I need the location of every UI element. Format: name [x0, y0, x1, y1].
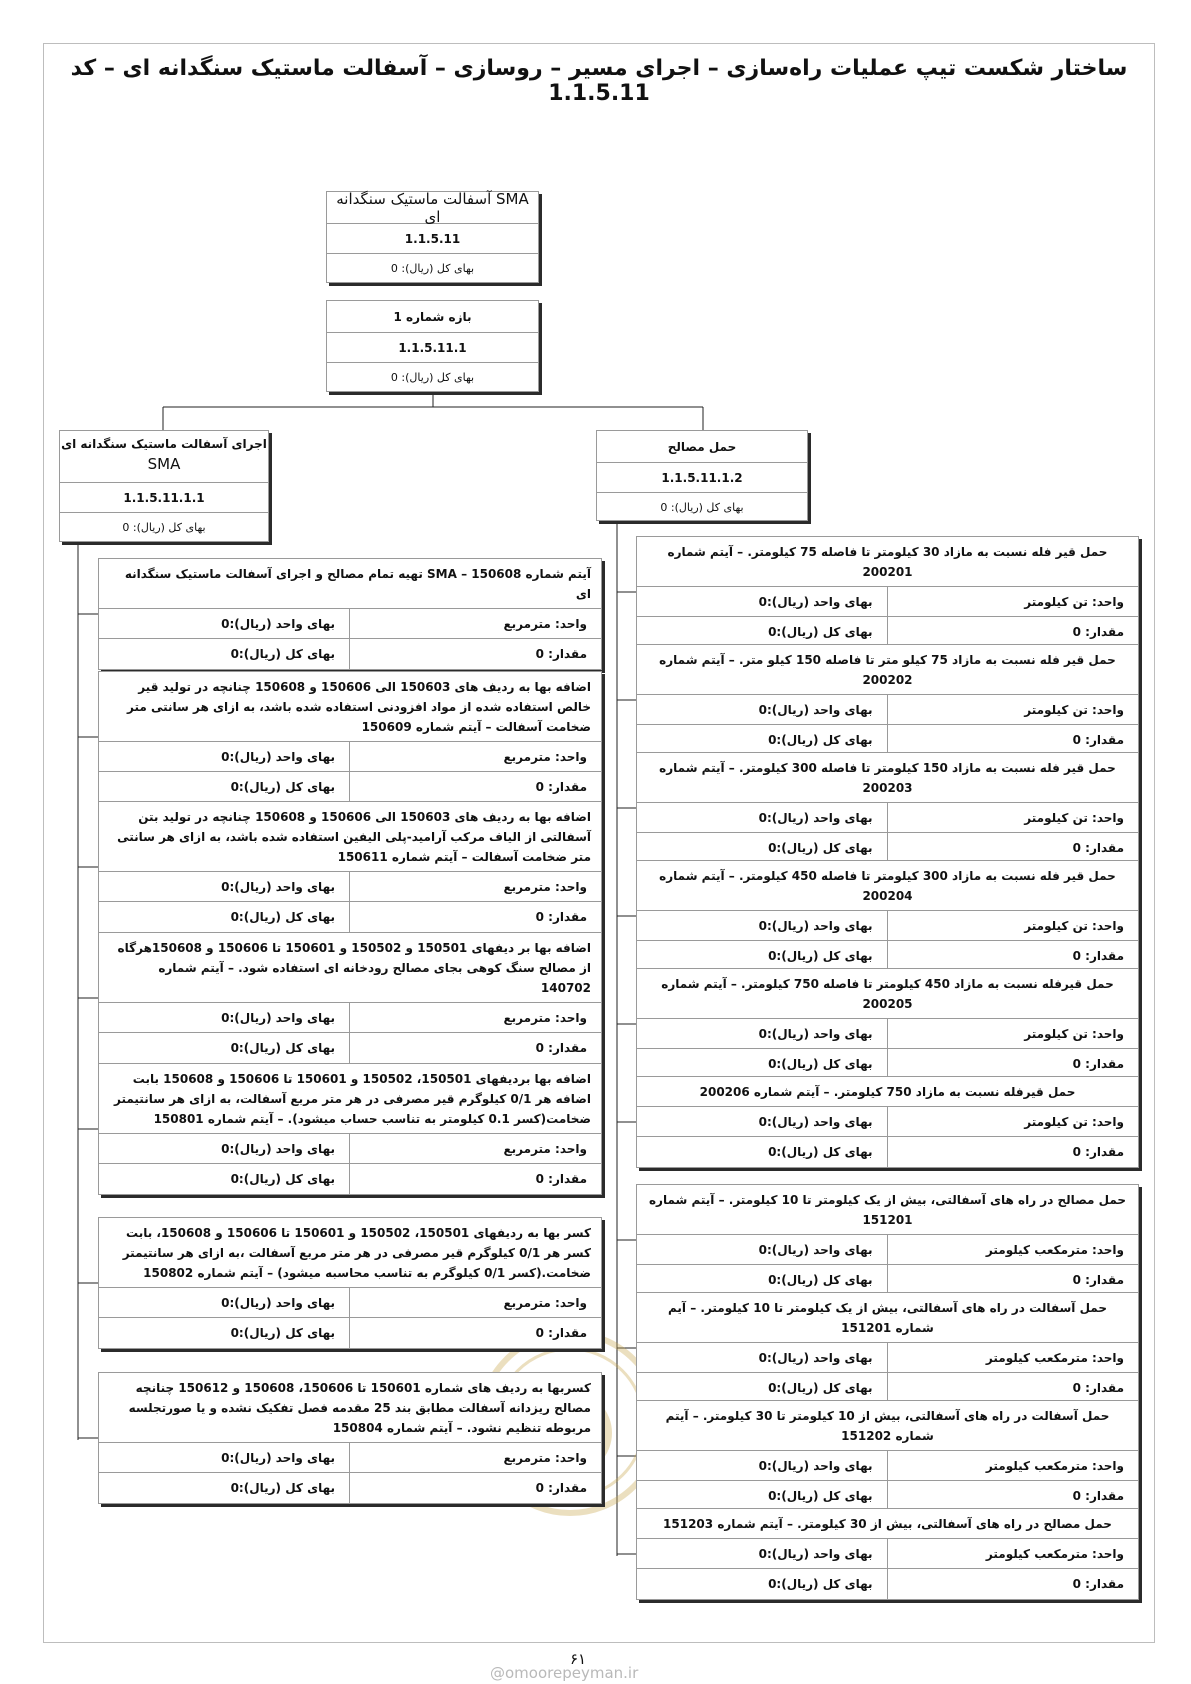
item-description: حمل قیرفله نسبت به مازاد 450 کیلومتر تا فاصله 750 کیلومتر. – آیتم شماره 200205: [637, 969, 1138, 1019]
item-description: آیتم شماره 150608 – SMA تهیه تمام مصالح و اجرای آسفالت ماستیک سنگدانه ای: [99, 559, 601, 609]
item-total-price: بهای کل (ریال):0: [637, 1137, 888, 1167]
item-description: حمل مصالح در راه های آسفالتی، بیش از یک کیلومتر تا 10 کیلومتر. – آیتم شماره 151201: [637, 1185, 1138, 1235]
item-unit: واحد: تن کیلومتر: [888, 587, 1139, 617]
item-quantity: مقدار: 0: [1072, 1577, 1124, 1591]
right-item-5[interactable]: [636, 968, 1139, 1080]
right-group-price: بهای کل (ریال): 0: [660, 500, 744, 514]
item-quantity: مقدار: 0: [1072, 1057, 1124, 1071]
root-node[interactable]: [326, 191, 539, 283]
item-description: حمل مصالح در راه های آسفالتی، بیش از 30 کیلومتر. – آیتم شماره 151203: [637, 1509, 1138, 1539]
left-group-name: اجرای آسفالت ماستیک سنگدانه ای: [61, 437, 267, 451]
item-unit-price: بهای واحد (ریال):0: [637, 1539, 888, 1569]
item-quantity: مقدار: 0: [1072, 733, 1124, 747]
item-unit-price: بهای واحد (ریال):0: [637, 1451, 888, 1481]
item-description: کسر بها به ردیفهای 150501، 150502 و 150601 تا 150606 و 150608، بابت کسر هر 0/1 کیلوگرم قیر مصرفی در هر متر مربع آسفالت ،به ازای هر سانتیمتر ضخامت.(کسر 0/1 کیلوگرم به تناسب محاسبه میشود) – آیتم شماره 150802: [99, 1218, 601, 1288]
item-total-price: بهای کل (ریال):0: [637, 1049, 888, 1079]
right-item-9[interactable]: [636, 1400, 1139, 1512]
item-unit-price: بهای واحد (ریال):0: [99, 742, 350, 772]
item-unit: واحد: مترمکعب کیلومتر: [888, 1539, 1139, 1569]
item-description: اضافه بها بر دیفهای 150501 و 150502 و 150601 تا 150606 و 150608هرگاه از مصالح سنگ کوهی بجای مصالح رودخانه ای استفاده شود. – آیتم شماره 140702: [99, 933, 601, 1003]
item-unit: واحد: مترمربع: [350, 1003, 601, 1033]
left-group-name-abbr: SMA: [147, 455, 181, 473]
item-unit-price: بهای واحد (ریال):0: [99, 1003, 350, 1033]
left-item-1[interactable]: [98, 558, 602, 670]
item-unit-price: بهای واحد (ریال):0: [99, 1288, 350, 1318]
root-name: SMA آسفالت ماستیک سنگدانه ای: [327, 192, 538, 224]
item-description: حمل آسفالت در راه های آسفالتی، بیش از 10 کیلومتر تا 30 کیلومتر. – آیتم شماره 151202: [637, 1401, 1138, 1451]
item-total-price: بهای کل (ریال):0: [637, 941, 888, 971]
range-code: 1.1.5.11.1: [327, 333, 538, 363]
range-price: بهای کل (ریال): 0: [390, 370, 475, 384]
right-item-8[interactable]: [636, 1292, 1139, 1404]
left-group-node[interactable]: [59, 430, 269, 542]
item-total-price: بهای کل (ریال):0: [99, 1318, 350, 1348]
right-item-2[interactable]: [636, 644, 1139, 756]
item-quantity: مقدار: 0: [1072, 1145, 1124, 1159]
item-total-price: بهای کل (ریال):0: [99, 1033, 350, 1063]
item-total-price: بهای کل (ریال):0: [637, 1265, 888, 1295]
right-group-node[interactable]: [596, 430, 808, 521]
item-quantity: مقدار: 0: [1072, 1381, 1124, 1395]
right-item-7[interactable]: [636, 1184, 1139, 1296]
item-unit: واحد: مترمربع: [350, 1443, 601, 1473]
item-description: اضافه بها به ردیف های 150603 الی 150606 و 150608 چنانچه در تولید بتن آسفالتی از الیاف مرکب آرامید-پلی الیفین استفاده شده باشد، به ازای هر سانتی متر ضخامت آسفالت – آیتم شماره 150611: [99, 802, 601, 872]
item-unit: واحد: مترمربع: [350, 742, 601, 772]
right-item-6[interactable]: [636, 1076, 1139, 1168]
item-quantity: مقدار: 0: [1072, 841, 1124, 855]
item-unit: واحد: تن کیلومتر: [888, 1107, 1139, 1137]
item-total-price: بهای کل (ریال):0: [99, 772, 350, 802]
item-unit-price: بهای واحد (ریال):0: [99, 1134, 350, 1164]
left-item-7[interactable]: [98, 1372, 602, 1504]
item-unit: واحد: تن کیلومتر: [888, 695, 1139, 725]
website-watermark: @omoorepeyman.ir: [490, 1664, 639, 1682]
item-unit-price: بهای واحد (ریال):0: [637, 695, 888, 725]
item-quantity: مقدار: 0: [1072, 1489, 1124, 1503]
left-group-code: 1.1.5.11.1.1: [60, 483, 268, 513]
range-node[interactable]: [326, 300, 539, 392]
item-unit-price: بهای واحد (ریال):0: [637, 1107, 888, 1137]
item-unit: واحد: تن کیلومتر: [888, 911, 1139, 941]
right-item-4[interactable]: [636, 860, 1139, 972]
item-unit-price: بهای واحد (ریال):0: [637, 911, 888, 941]
right-item-3[interactable]: [636, 752, 1139, 864]
item-unit-price: بهای واحد (ریال):0: [99, 609, 350, 639]
item-unit: واحد: مترمکعب کیلومتر: [888, 1451, 1139, 1481]
item-quantity: مقدار: 0: [535, 1041, 587, 1055]
item-quantity: مقدار: 0: [535, 1481, 587, 1495]
item-total-price: بهای کل (ریال):0: [99, 1164, 350, 1194]
item-description: اضافه بها به ردیف های 150603 الی 150606 و 150608 چنانچه در تولید قیر خالص استفاده شده از مواد افزودنی استفاده شده باشد، به ازای هر سانتی متر ضخامت آسفالت – آیتم شماره 150609: [99, 672, 601, 742]
right-item-10[interactable]: [636, 1508, 1139, 1600]
right-item-1[interactable]: [636, 536, 1139, 648]
root-code: 1.1.5.11: [327, 224, 538, 254]
item-description: حمل آسفالت در راه های آسفالتی، بیش از یک کیلومتر تا 10 کیلومتر. – آیم شماره 151201: [637, 1293, 1138, 1343]
right-group-name: حمل مصالح: [597, 431, 807, 463]
item-unit-price: بهای واحد (ریال):0: [637, 587, 888, 617]
item-unit-price: بهای واحد (ریال):0: [99, 1443, 350, 1473]
item-quantity: مقدار: 0: [535, 647, 587, 661]
left-group-price: بهای کل (ریال): 0: [122, 520, 206, 534]
item-total-price: بهای کل (ریال):0: [99, 639, 350, 669]
item-unit-price: بهای واحد (ریال):0: [637, 1019, 888, 1049]
range-name: بازه شماره 1: [327, 301, 538, 333]
item-total-price: بهای کل (ریال):0: [637, 1373, 888, 1403]
item-unit-price: بهای واحد (ریال):0: [637, 1235, 888, 1265]
item-quantity: مقدار: 0: [1072, 1273, 1124, 1287]
item-unit: واحد: تن کیلومتر: [888, 1019, 1139, 1049]
item-description: حمل قیر فله نسبت به مازاد 150 کیلومتر تا فاصله 300 کیلومتر. – آیتم شماره 200203: [637, 753, 1138, 803]
item-total-price: بهای کل (ریال):0: [637, 617, 888, 647]
item-total-price: بهای کل (ریال):0: [637, 1569, 888, 1599]
item-unit: واحد: مترمکعب کیلومتر: [888, 1235, 1139, 1265]
left-item-6[interactable]: [98, 1217, 602, 1349]
left-item-4[interactable]: [98, 932, 602, 1064]
item-total-price: بهای کل (ریال):0: [637, 833, 888, 863]
item-description: حمل قیرفله نسبت به مازاد 750 کیلومتر. – آیتم شماره 200206: [637, 1077, 1138, 1107]
item-unit: واحد: تن کیلومتر: [888, 803, 1139, 833]
item-total-price: بهای کل (ریال):0: [99, 902, 350, 932]
item-unit-price: بهای واحد (ریال):0: [637, 1343, 888, 1373]
item-unit: واحد: مترمربع: [350, 609, 601, 639]
item-description: کسربها به ردیف های شماره 150601 تا 150606، 150608 و 150612 چنانچه مصالح ریزدانه آسفالت مطابق بند 25 مقدمه فصل تفکیک نشده و یا صورتجلسه مربوطه تنظیم نشود. – آیتم شماره 150804: [99, 1373, 601, 1443]
item-unit: واحد: مترمربع: [350, 872, 601, 902]
item-unit-price: بهای واحد (ریال):0: [637, 803, 888, 833]
item-description: اضافه بها بردیفهای 150501، 150502 و 150601 تا 150606 و 150608 بابت اضافه هر 0/1 کیلوگرم قیر مصرفی در هر متر مربع آسفالت، به ازای هر سانتیمتر ضخامت(کسر 0.1 کیلومتر به تناسب حساب میشود). – آیتم شماره 150801: [99, 1064, 601, 1134]
item-description: حمل قیر فله نسبت به مازاد 30 کیلومتر تا فاصله 75 کیلومتر. – آیتم شماره 200201: [637, 537, 1138, 587]
item-quantity: مقدار: 0: [535, 1326, 587, 1340]
item-total-price: بهای کل (ریال):0: [637, 725, 888, 755]
page-title: ساختار شکست تیپ عملیات راه‌سازی – اجرای مسیر – روسازی – آسفالت ماستیک سنگدانه ای – کد 1.1.5.11: [70, 56, 1128, 106]
item-description: حمل قیر فله نسبت به مازاد 300 کیلومتر تا فاصله 450 کیلومتر. – آیتم شماره 200204: [637, 861, 1138, 911]
item-unit: واحد: مترمکعب کیلومتر: [888, 1343, 1139, 1373]
item-unit-price: بهای واحد (ریال):0: [99, 872, 350, 902]
item-total-price: بهای کل (ریال):0: [637, 1481, 888, 1511]
item-unit: واحد: مترمربع: [350, 1134, 601, 1164]
page-number: ۶۱: [570, 1650, 587, 1668]
item-quantity: مقدار: 0: [535, 1172, 587, 1186]
item-description: حمل قیر فله نسبت به مازاد 75 کیلو متر تا فاصله 150 کیلو متر. – آیتم شماره 200202: [637, 645, 1138, 695]
item-total-price: بهای کل (ریال):0: [99, 1473, 350, 1503]
left-item-3[interactable]: [98, 801, 602, 933]
item-quantity: مقدار: 0: [535, 910, 587, 924]
left-item-2[interactable]: [98, 671, 602, 803]
item-quantity: مقدار: 0: [1072, 625, 1124, 639]
item-unit: واحد: مترمربع: [350, 1288, 601, 1318]
left-item-5[interactable]: [98, 1063, 602, 1195]
right-group-code: 1.1.5.11.1.2: [597, 463, 807, 493]
item-quantity: مقدار: 0: [535, 780, 587, 794]
item-quantity: مقدار: 0: [1072, 949, 1124, 963]
root-price: بهای کل (ریال): 0: [390, 261, 475, 275]
